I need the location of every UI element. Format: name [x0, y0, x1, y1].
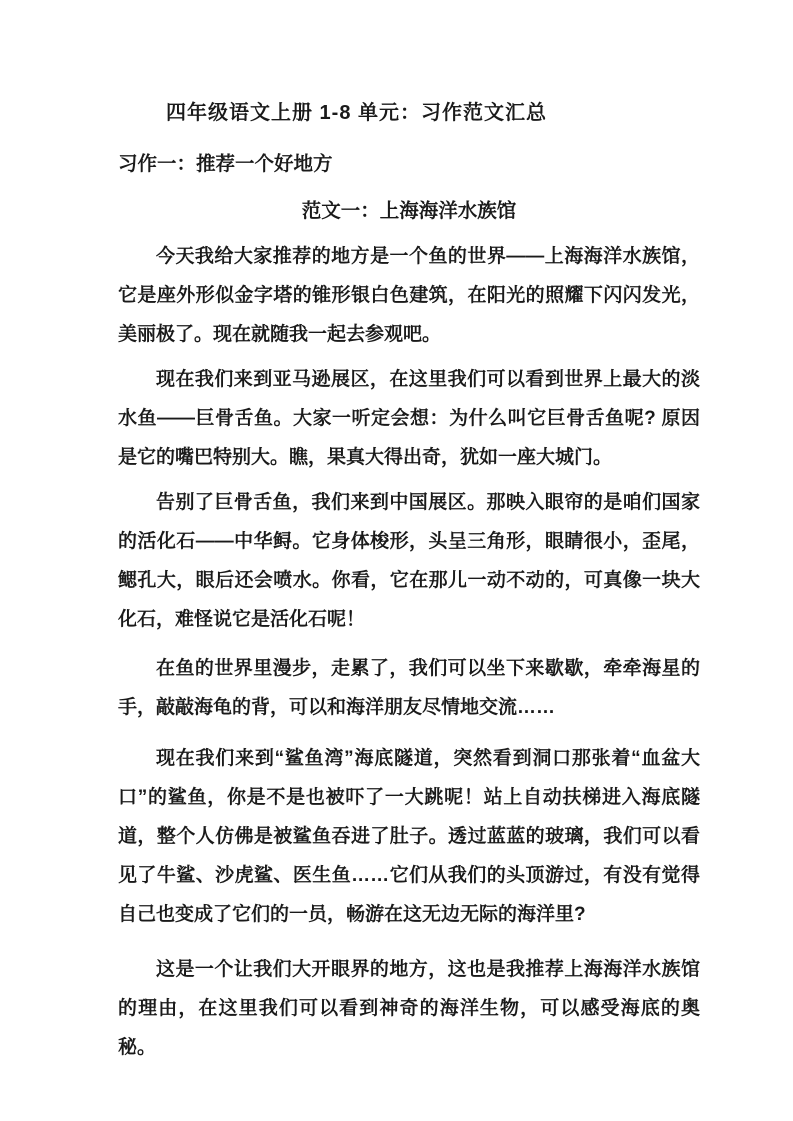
essay-title: 范文一：上海海洋水族馆 [301, 200, 517, 222]
section-heading: 习作一：推荐一个好地方 [118, 153, 333, 175]
paragraph-6: 这是一个让我们大开眼界的地方，这也是我推荐上海海洋水族馆的理由，在这里我们可以看到神奇的海洋生物，可以感受海底的奥秘。 [118, 959, 700, 1058]
paragraph-1: 今天我给大家推荐的地方是一个鱼的世界——上海海洋水族馆，它是座外形似金字塔的锥形银白色建筑，在阳光的照耀下闪闪发光，美丽极了。现在就随我一起去参观吧。 [118, 246, 700, 345]
paragraph-3: 告别了巨骨舌鱼，我们来到中国展区。那映入眼帘的是咱们国家的活化石——中华鲟。它身体梭形，头呈三角形，眼睛很小，歪尾，鳃孔大，眼后还会喷水。你看，它在那儿一动不动的，可真像一块大化石，难怪说它是活化石呢！ [118, 492, 700, 630]
paragraph-5: 现在我们来到“鲨鱼湾”海底隧道，突然看到洞口那张着“血盆大口”的鲨鱼，你是不是也被吓了一大跳呢！站上自动扶梯进入海底隧道，整个人仿佛是被鲨鱼吞进了肚子。透过蓝蓝的玻璃，我们可以看见了牛鲨、沙虎鲨、医生鱼……它们从我们的头顶游过，有没有觉得自己也变成了它们的一员，畅游在这无边无际的海洋里? [118, 748, 700, 925]
paragraph-2: 现在我们来到亚马逊展区，在这里我们可以看到世界上最大的淡水鱼——巨骨舌鱼。大家一听定会想：为什么叫它巨骨舌鱼呢? 原因是它的嘴巴特别大。瞧，果真大得出奇，犹如一座大城门。 [118, 369, 700, 468]
paragraph-4: 在鱼的世界里漫步，走累了，我们可以坐下来歇歇，牵牵海星的手，敲敲海龟的背，可以和海洋朋友尽情地交流…… [118, 658, 700, 718]
document-title: 四年级语文上册 1-8 单元：习作范文汇总 [166, 102, 548, 124]
